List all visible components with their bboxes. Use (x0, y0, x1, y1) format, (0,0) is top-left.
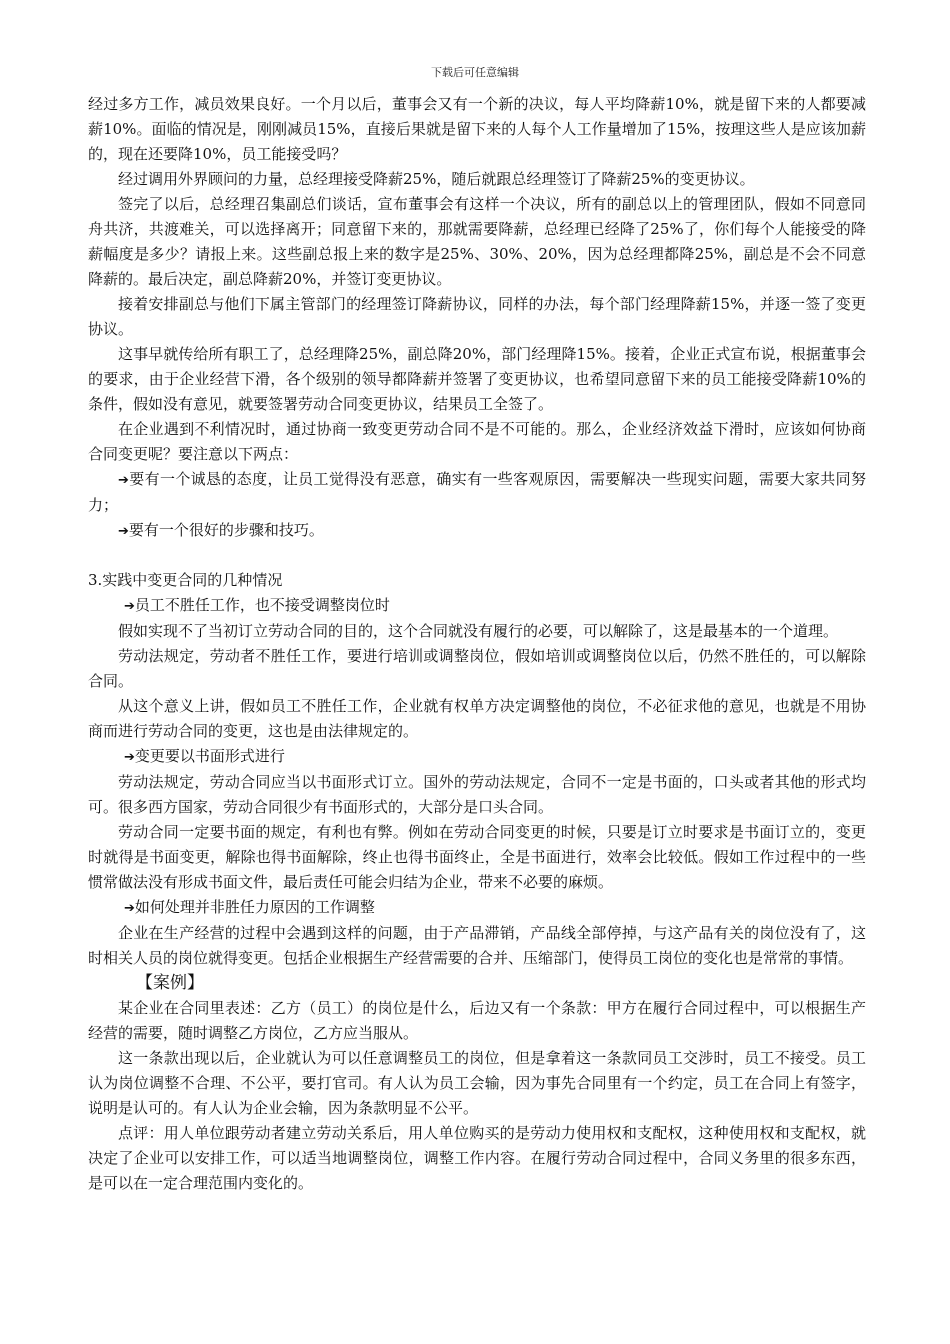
paragraph: 企业在生产经营的过程中会遇到这样的问题，由于产品滞销，产品线全部停掉，与这产品有关的岗位没有了，这时相关人员的岗位就得变更。包括企业根据生产经营需要的合并、压缩部门，使得员工岗位的变化也是常常的事情。 (88, 924, 866, 967)
bullet-item: ➔要有一个很好的步骤和技巧。 (118, 521, 324, 539)
arrow-right-icon: ➔ (118, 524, 129, 539)
case-heading: 【案例】 (136, 973, 204, 993)
paragraph: 劳动合同一定要书面的规定，有利也有弊。例如在劳动合同变更的时候，只要是订立时要求是书面订立的，变更时就得是书面变更，解除也得书面解除，终止也得书面终止，全是书面进行，效率会比较低。假如工作过程中的一些惯常做法没有形成书面文件，最后责任可能会归结为企业，带来不必要的麻烦。 (88, 823, 866, 891)
paragraph: 经过调用外界顾问的力量，总经理接受降薪25%，随后就跟总经理签订了降薪25%的变更协议。 (118, 170, 755, 188)
spacer (88, 544, 866, 568)
paragraph: 这事早就传给所有职工了，总经理降25%，副总降20%，部门经理降15%。接着，企业正式宣布说，根据董事会的要求，由于企业经营下滑，各个级别的领导都降薪并签署了变更协议，也希望同意留下来的员工能接受降薪10%的条件，假如没有意见，就要签署劳动合同变更协议，结果员工全签了。 (88, 345, 866, 413)
arrow-right-icon: ➔ (124, 901, 135, 916)
paragraph: 劳动法规定，劳动者不胜任工作，要进行培训或调整岗位，假如培训或调整岗位以后，仍然不胜任的，可以解除合同。 (88, 647, 866, 690)
paragraph: 这一条款出现以后，企业就认为可以任意调整员工的岗位，但是拿着这一条款同员工交涉时，员工不接受。员工认为岗位调整不合理、不公平，要打官司。有人认为员工会输，因为事先合同里有一个约定，员工在合同上有签字，说明是认可的。有人认为企业会输，因为条款明显不公平。 (88, 1049, 866, 1117)
bullet-item: ➔要有一个诚恳的态度，让员工觉得没有恶意，确实有一些客观原因，需要解决一些现实问题，需要大家共同努力； (88, 470, 866, 514)
arrow-right-icon: ➔ (118, 473, 129, 488)
paragraph: 假如实现不了当初订立劳动合同的目的，这个合同就没有履行的必要，可以解除了，这是最基本的一个道理。 (118, 622, 839, 640)
page-header: 下载后可任意编辑 (431, 66, 519, 79)
document-body (88, 92, 866, 1196)
subsection-heading: ➔变更要以书面形式进行 (124, 747, 285, 765)
paragraph: 点评：用人单位跟劳动者建立劳动关系后，用人单位购买的是劳动力使用权和支配权，这种使用权和支配权，就决定了企业可以安排工作，可以适当地调整岗位，调整工作内容。在履行劳动合同过程中，合同义务里的很多东西，是可以在一定合理范围内变化的。 (88, 1124, 866, 1192)
section-heading: 3.实践中变更合同的几种情况 (88, 571, 283, 589)
arrow-right-icon: ➔ (124, 750, 135, 765)
paragraph: 签完了以后，总经理召集副总们谈话，宣布董事会有这样一个决议，所有的副总以上的管理团队，假如不同意同舟共济，共渡难关，可以选择离开；同意留下来的，那就需要降薪，总经理已经降了25%了，你们每个人能接受的降薪幅度是多少？请报上来。这些副总报上来的数字是25%、30%、20%，因为总经理都降25%，副总是不会不同意降薪的。最后决定，副总降薪20%，并签订变更协议。 (88, 195, 866, 288)
paragraph: 从这个意义上讲，假如员工不胜任工作，企业就有权单方决定调整他的岗位，不必征求他的意见，也就是不用协商而进行劳动合同的变更，这也是由法律规定的。 (88, 697, 866, 740)
subsection-heading: ➔如何处理并非胜任力原因的工作调整 (124, 898, 375, 916)
subsection-heading: ➔员工不胜任工作，也不接受调整岗位时 (124, 596, 390, 614)
paragraph: 经过多方工作，减员效果良好。一个月以后，董事会又有一个新的决议，每人平均降薪10%，就是留下来的人都要减薪10%。面临的情况是，刚刚减员15%，直接后果就是留下来的人每个人工作量增加了15%，按理这些人是应该加薪的，现在还要降10%，员工能接受吗？ (88, 95, 866, 163)
paragraph: 在企业遇到不利情况时，通过协商一致变更劳动合同不是不可能的。那么，企业经济效益下滑时，应该如何协商合同变更呢？要注意以下两点： (88, 420, 866, 463)
paragraph: 接着安排副总与他们下属主管部门的经理签订降薪协议，同样的办法，每个部门经理降薪15%，并逐一签了变更协议。 (88, 295, 866, 338)
arrow-right-icon: ➔ (124, 599, 135, 614)
paragraph: 某企业在合同里表述：乙方（员工）的岗位是什么，后边又有一个条款：甲方在履行合同过程中，可以根据生产经营的需要，随时调整乙方岗位，乙方应当服从。 (88, 999, 866, 1042)
paragraph: 劳动法规定，劳动合同应当以书面形式订立。国外的劳动法规定，合同不一定是书面的，口头或者其他的形式均可。很多西方国家，劳动合同很少有书面形式的，大部分是口头合同。 (88, 773, 866, 816)
